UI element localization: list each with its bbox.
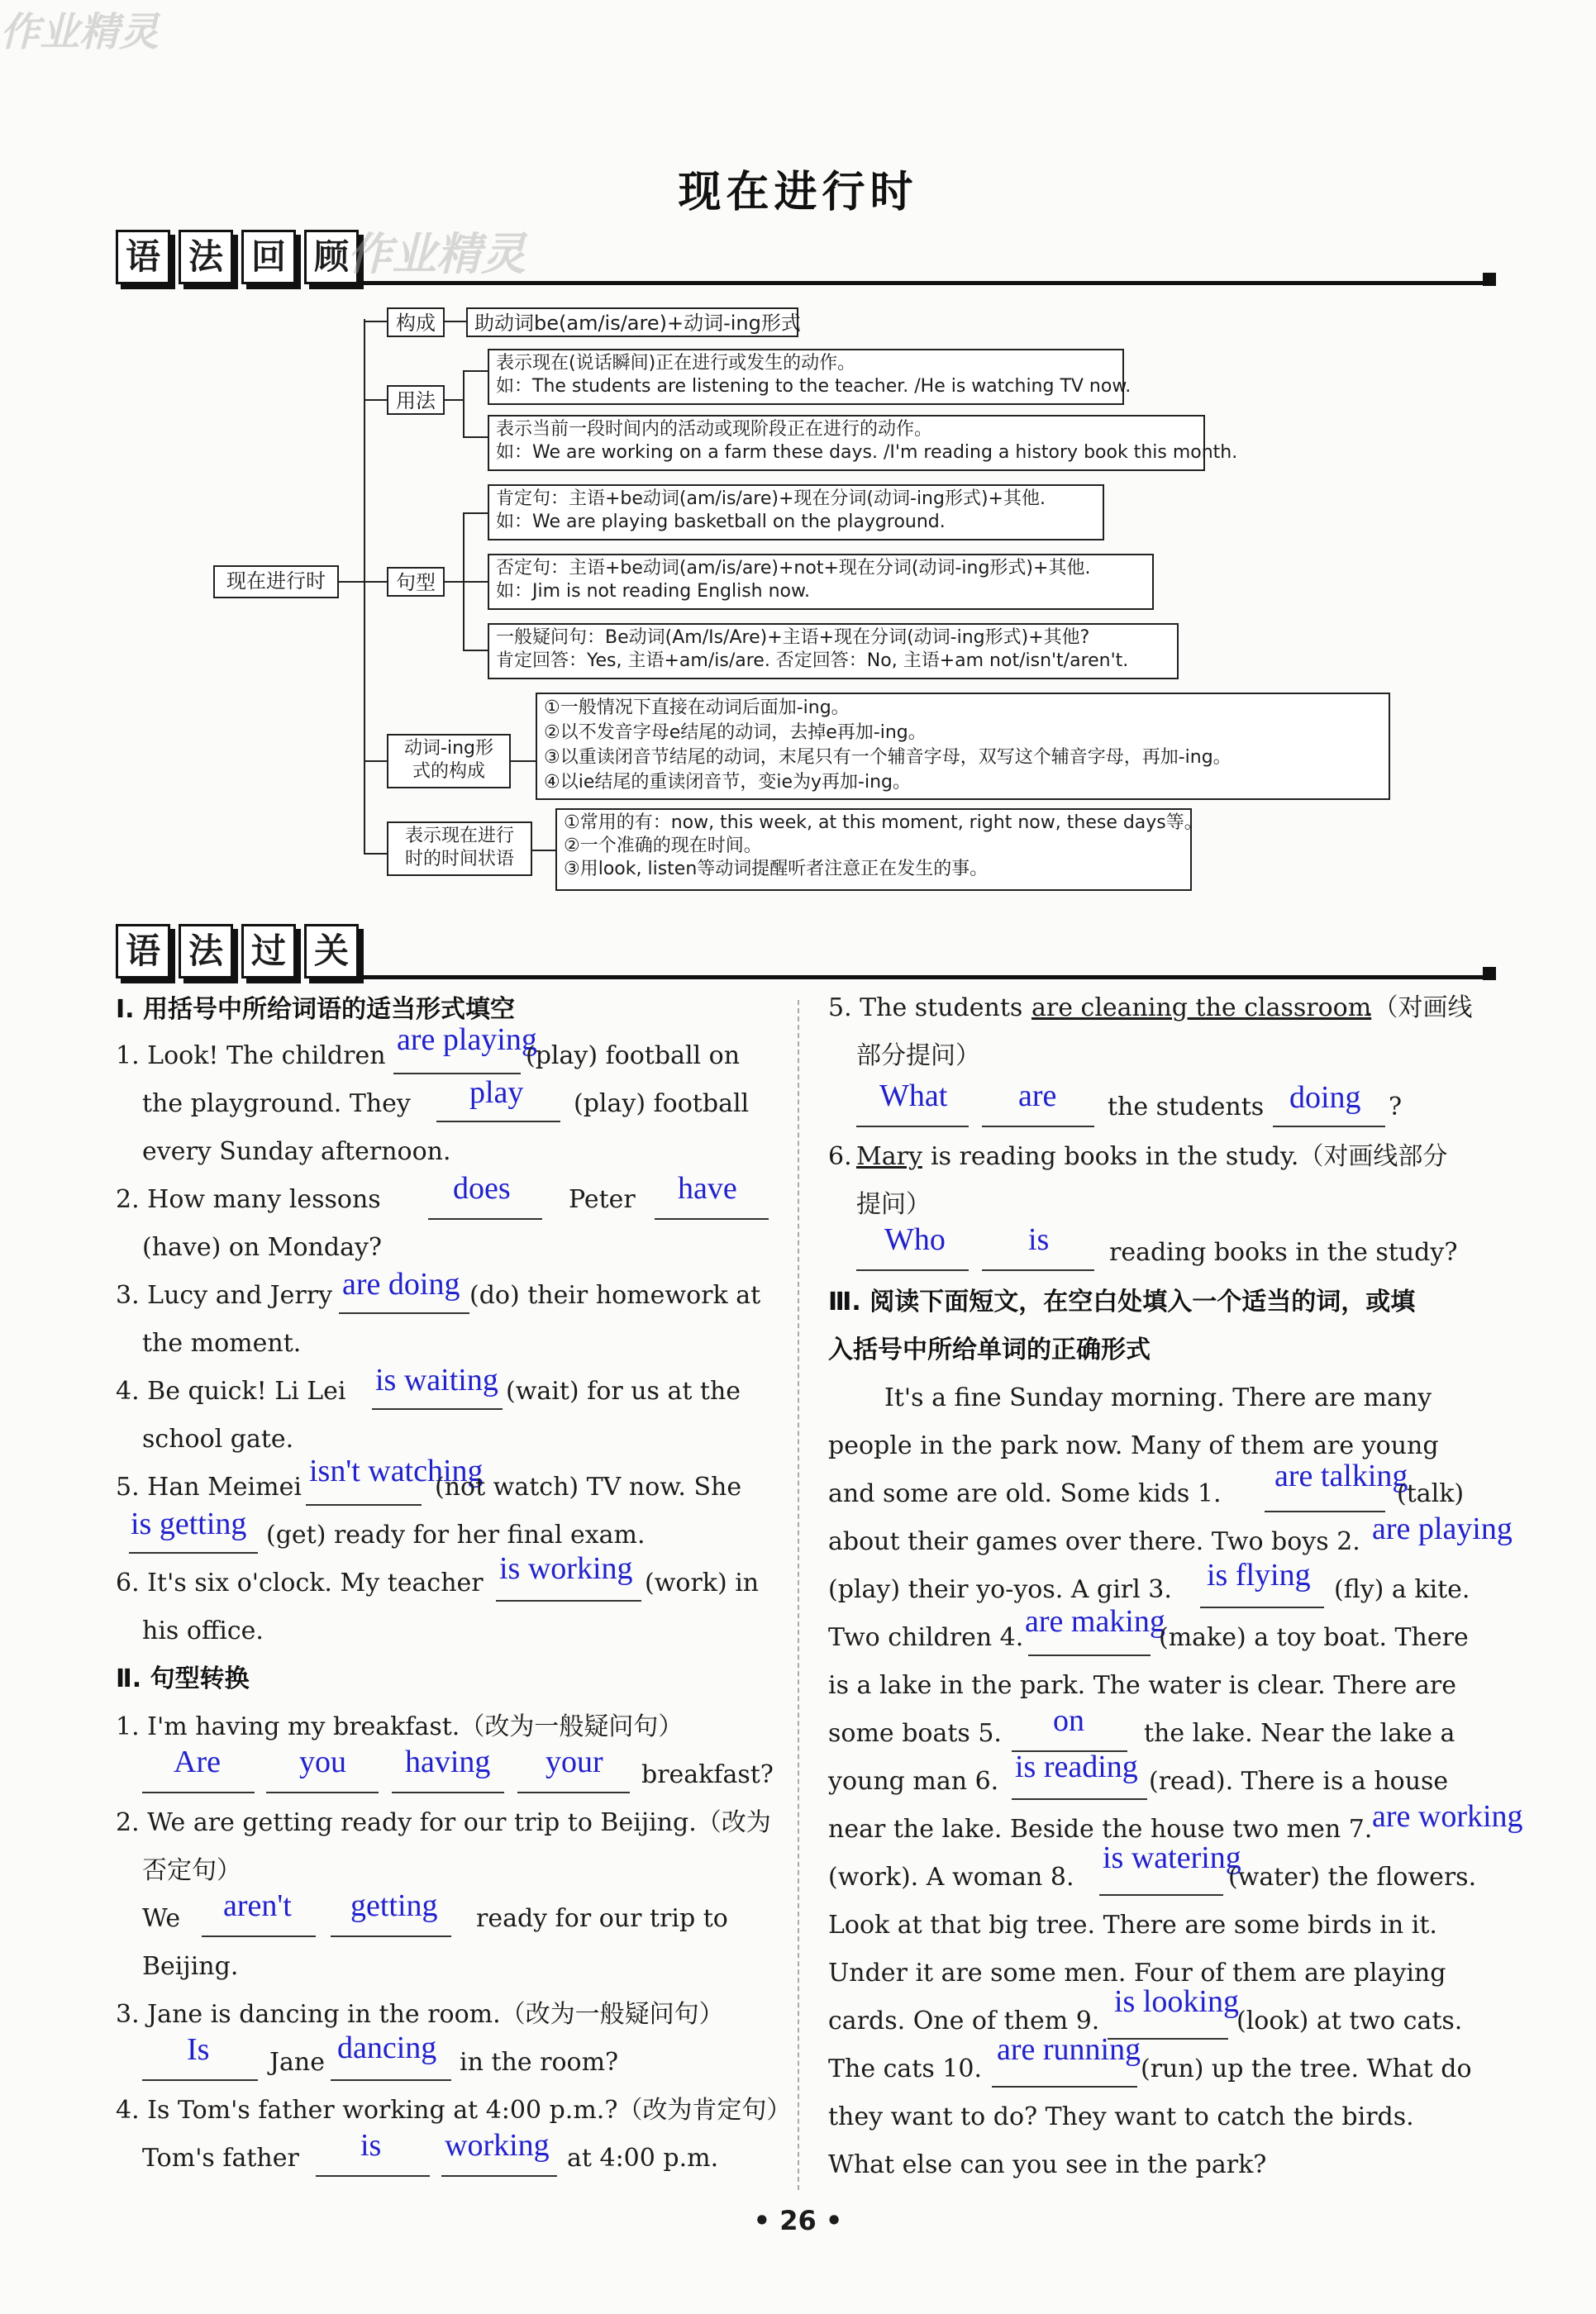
header-char: 回	[241, 230, 296, 284]
watermark: 作业精灵	[347, 228, 526, 280]
mindmap-form-text: 助动词be(am/is/are)+动词-ing形式	[466, 307, 798, 337]
answer-text: is	[360, 2128, 382, 2163]
header-char: 语	[116, 230, 170, 284]
answer-text: play	[469, 1075, 524, 1110]
mindmap-time-label: 表示现在进行 时的时间状语	[387, 821, 532, 876]
mindmap-ing-label: 动词-ing形 式的构成	[387, 734, 511, 788]
answer-text: isn't watching	[309, 1454, 484, 1488]
s2-q4-text: 4. Is Tom's father working at 4:00 p.m.?（改为肯定句）	[116, 2096, 792, 2125]
s2-q6-text: 6.	[828, 1142, 852, 1171]
header-char: 法	[179, 230, 233, 284]
answer-text: dancing	[337, 2031, 437, 2065]
underlined-phrase: are cleaning the classroom	[1031, 993, 1372, 1022]
passage-line: It's a fine Sunday morning. There are many	[884, 1383, 1432, 1412]
answer-text: are running	[997, 2032, 1141, 2067]
answer-text: Are	[174, 1745, 221, 1779]
mindmap-ing-rules: ①一般情况下直接在动词后面加-ing。 ②以不发音字母e结尾的动词，去掉e再加-ing。 ③以重读闭音节结尾的动词，末尾只有一个辅音字母，双写这个辅音字母，再加-ing。 ④以ie结尾的重读闭音节，变ie为y再加-ing。	[536, 693, 1390, 800]
s1-q4-text: 4. Be quick! Li Lei	[116, 1377, 346, 1406]
section3-heading: Ⅲ. 阅读下面短文，在空白处填入一个适当的词，或填	[828, 1288, 1416, 1317]
s1-q3-text: 3. Lucy and Jerry	[116, 1281, 333, 1310]
mindmap-negative: 否定句：主语+be动词(am/is/are)+not+现在分词(动词-ing形式)+其他. 如：Jim is not reading English now.	[488, 554, 1154, 610]
header-rule-end	[1483, 273, 1496, 286]
header-char: 顾	[304, 230, 359, 284]
answer-text: have	[678, 1171, 737, 1206]
answer-text: Who	[884, 1222, 946, 1257]
watermark: 作业精灵	[0, 9, 160, 55]
s2-q1-text: 1. I'm having my breakfast.（改为一般疑问句）	[116, 1712, 684, 1741]
header-char: 法	[179, 924, 233, 978]
answer-text: are	[1018, 1078, 1057, 1113]
section1-heading: Ⅰ. 用括号中所给词语的适当形式填空	[116, 995, 516, 1024]
mindmap-root: 现在进行时	[213, 565, 339, 598]
answer-text: does	[453, 1171, 511, 1206]
answer-text: are playing	[397, 1022, 537, 1057]
answer-text: is reading	[1015, 1750, 1138, 1784]
answer-text: is looking	[1114, 1984, 1239, 2019]
underlined-phrase: Mary	[856, 1142, 922, 1171]
answer-text: having	[405, 1745, 491, 1779]
mindmap-sentence-label: 句型	[387, 567, 445, 597]
answer-text: is watering	[1103, 1840, 1241, 1875]
answer-text: are playing	[1372, 1512, 1513, 1546]
answer-text: aren't	[223, 1888, 292, 1923]
header-char: 过	[241, 924, 296, 978]
column-divider	[798, 1000, 799, 2190]
answer-text: Is	[187, 2032, 210, 2067]
left-column: Ⅰ. 用括号中所给词语的适当形式填空 1. Look! The children are playing (play) football on the playground. They play (play) football every Sunday afternoon. 作业精灵 2. How many lessons does Peter have (have) on Monday? 3. Lucy and Jerry are doing (do) their homework at the moment. 4. Be quick! Li Lei is waiting (wait) for us at the school gate. 5. Han Meimei isn't watching (not watch) TV now. She is getting (get) ready for her final exam. 6. It's six o'clock. My teacher is working (work) in his office. Ⅱ. 句型转换 1. I'm having my breakfast.（改为一般疑问句） Are you having your breakfast? 2. We are getting ready for our trip to Beijing.（改为 否定句） We aren't getting ready for our trip to Beijing. 3. Jane is dancing in the room.（改为一般疑问句） Is Jane dancing in the room? 4. Is Tom's father working at 4:00 p.m.?（改为肯定句） Tom's father is working at 4:00 p.m.	[0, 0, 1596, 57]
page-title: 现在进行时	[678, 168, 918, 217]
answer-text: is working	[499, 1551, 633, 1586]
page-number: • 26 •	[753, 2205, 843, 2236]
answer-text: your	[545, 1745, 603, 1779]
s2-q2-text: 2. We are getting ready for our trip to Beijing.（改为	[116, 1808, 771, 1837]
header-rule	[364, 975, 1496, 979]
mindmap-form-label: 构成	[387, 307, 445, 337]
mindmap-affirmative: 肯定句：主语+be动词(am/is/are)+现在分词(动词-ing形式)+其他. 如：We are playing basketball on the playground.	[488, 484, 1104, 540]
header-rule-end	[1483, 967, 1496, 980]
answer-text: working	[445, 2128, 550, 2163]
answer-text: you	[299, 1745, 346, 1779]
s2-q3-text: 3. Jane is dancing in the room.（改为一般疑问句）	[116, 2000, 724, 2029]
s1-q1-text: 1. Look! The children	[116, 1041, 386, 1070]
answer-text: are doing	[342, 1267, 460, 1302]
mindmap-question: 一般疑问句：Be动词(Am/Is/Are)+主语+现在分词(动词-ing形式)+其他? 肯定回答：Yes, 主语+am/is/are. 否定回答：No, 主语+am not/isn't/aren't.	[488, 623, 1179, 679]
header-char: 语	[116, 924, 170, 978]
answer-text: on	[1053, 1703, 1084, 1738]
practice-section-header	[116, 924, 1496, 983]
s1-q5-text: 5. Han Meimei	[116, 1473, 302, 1502]
answer-text: is getting	[131, 1507, 247, 1541]
mindmap-usage-2: 表示当前一段时间内的活动或现阶段正在进行的动作。 如：We are working on a farm these days. /I'm reading a history book this month.	[488, 415, 1205, 471]
mindmap-usage-label: 用法	[387, 385, 445, 415]
s1-q2-text: 2. How many lessons	[116, 1185, 381, 1214]
s1-q6-text: 6. It's six o'clock. My teacher	[116, 1569, 484, 1597]
answer-text: getting	[350, 1888, 438, 1923]
answer-text: What	[879, 1078, 948, 1113]
s2-q5-text: 5. The students	[828, 993, 1023, 1022]
answer-text: are talking	[1274, 1459, 1408, 1493]
answer-text: is flying	[1207, 1558, 1311, 1593]
answer-text: are making	[1025, 1604, 1165, 1639]
worksheet-page: 现在进行时 语 法 回 顾 作业精灵 现在进行时 构成 助动词be(am/is/are)+动词-ing形式 用法 表示现在(说话瞬间)正在进行或发生的动作。 如：The students are listening to the teacher. /He is watching TV now. 表示当前一段时间内的活动或现阶段正在进行的动作。 如：We are working on a farm these days. /I'm reading a history book this month. 句型 肯定句：主语+be动词(am/is/are)+现在分词(动词-ing形式)+其他. 如：We are playing basketball on the playground. 否定句：主语+be动词(am/is/are)+not+现在分词(动词-ing形式)+其他. 如：Jim is not reading English now. 一般疑问句：Be动词(Am/Is/Are)+主语+现在分词(动词-ing形式)+其他? 肯定回答：Yes, 主语+am/is/are. 否定回答：No, 主语+am not/isn't/aren't. 动词-ing形 式的构成 ①一般情况下直接在动词后面加-ing。 ②以不发音字母e结尾的动词，去掉e再加-ing。 ③以重读闭音节结尾的动词，末尾只有一个辅音字母，双写这个辅音字母，再加-ing。 ④以ie结尾的重读闭音节，变ie为y再加-ing。 表示现在进行 时的时间状语 ①常用的有：now, this week, at this moment, right now, these days等。 ②一个准确的现在时间。 ③用look, listen等动词提醒听者注意正在发生的事。 语 法 过 关 Ⅰ. 用括号中所给词语的适当形式填空 1. Look! The children are playing (play) football on the playground. They play (play) football every Sunday afternoon. 作业精灵 2. How many lessons does Peter have (have) on Monday? 3. Lucy and Jerry are doing (do) their homework at the moment. 4. Be quick! Li Lei is waiting (wait) for us at the school gate. 5. Han Meimei isn't watching (not watch) TV now. She is getting (get) ready for her final exam. 6. It's six o'clock. My teacher is working (work) in his office. Ⅱ. 句型转换 1. I'm having my breakfast.（改为一般疑问句） Are you having your breakfast? 2. We are getting ready for our trip to Beijing.（改为 否定句） We aren't getting ready for our trip to Beijing. 3. Jane is dancing in the room.（改为一般疑问句） Is Jane dancing in the room? 4. Is Tom's father working at 4:00 p.m.?（改为肯定句） Tom's father is working at 4:00 p.m. 5. The students are cleaning the classroom .（对画线 部分提问） What are the students doing ? 6. Mary is reading books in the study.（对画线部分 提问） Who is reading books in the study? Ⅲ. 阅读下面短文，在空白处填入一个适当的词，或填 入括号中所给单词的正确形式 It's a fine Sunday morning. There are many people in the park now. Many of them are young and some are old. Some kids 1. are talking (talk) about their games over there. Two boys 2. are playing (play) their yo-yos. A girl 3. is flying (fly) a kite. Two children 4. are making (make) a toy boat. There is a lake in the park. The water is clear. There are some boats 5. on the lake. Near the lake a young man 6. is reading (read). There is a house near the lake. Beside the house two men 7. are working (work). A woman 8. is watering (water) the flowers. Look at that big tree. There are some birds in it. Under it are some men. Four of them are playing cards. One of them 9. is looking (look) at two cats. The cats 10. are running (run) up the tree. What do they want to do? They want to catch the birds. What else can you see in the park? • 26 •	[0, 0, 1596, 2314]
mindmap-usage-1: 表示现在(说话瞬间)正在进行或发生的动作。 如：The students are listening to the teacher. /He is watching TV now.	[488, 349, 1124, 405]
section2-heading: Ⅱ. 句型转换	[116, 1664, 250, 1693]
header-char: 关	[304, 924, 359, 978]
header-rule	[364, 281, 1496, 285]
answer-text: doing	[1289, 1080, 1361, 1115]
answer-text: is	[1028, 1222, 1050, 1257]
review-section-header	[116, 230, 1496, 289]
mindmap-time-rules: ①常用的有：now, this week, at this moment, right now, these days等。 ②一个准确的现在时间。 ③用look, listen等动词提醒听者注意正在发生的事。	[555, 808, 1192, 891]
answer-text: are working	[1372, 1799, 1523, 1834]
answer-text: is waiting	[375, 1363, 498, 1397]
